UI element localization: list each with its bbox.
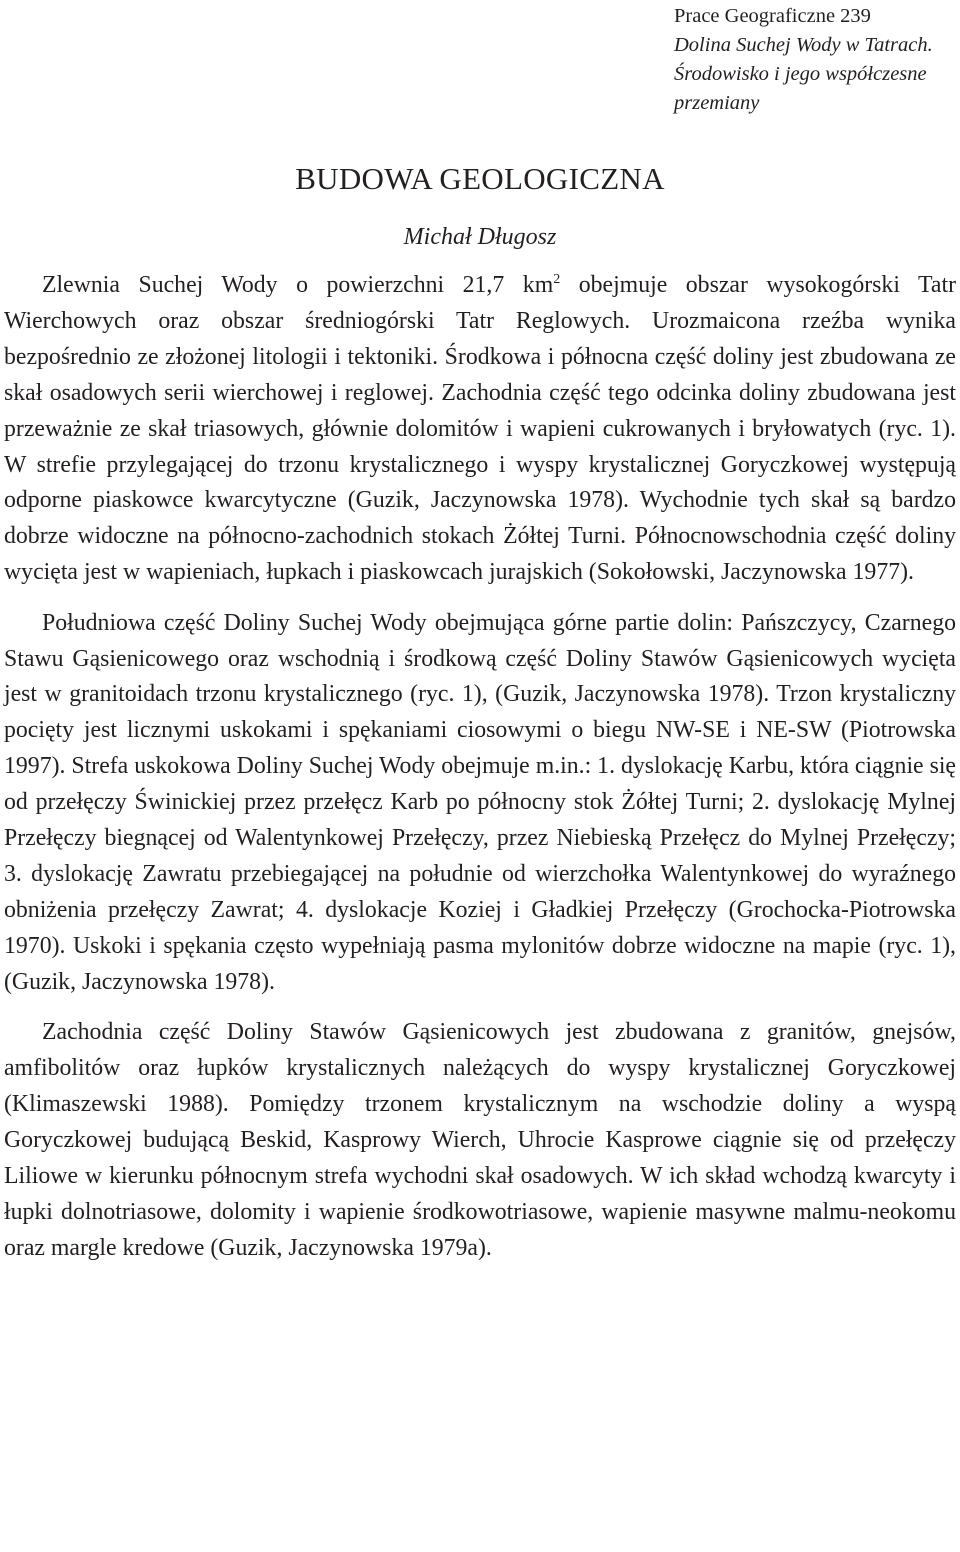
paragraph-1-start: Zlewnia Suchej Wody o powierzchni 21,7 km <box>42 272 554 298</box>
running-header <box>674 2 954 118</box>
section-title: BUDOWA GEOLOGICZNA <box>295 161 665 196</box>
author-name: Michał Długosz <box>403 224 557 250</box>
body-text <box>4 268 956 1266</box>
paragraph-1-rest: obejmuje obszar wysokogórski Tatr Wierchowych oraz obszar średniogórski Tatr Reglowych. Urozmaicona rzeźba wynika bezpośrednio ze złożonej litologii i tektoniki. Środkowa i północna część doliny jest zbudowana ze skał osadowych serii wierchowej i reglowej. Zachodnia część tego odcinka doliny zbudowana jest przeważnie ze skał triasowych, głównie dolomitów i wapieni cukrowanych i bryłowatych (ryc. 1). W strefie przylegającej do trzonu krystalicznego i wyspy krystalicznej Goryczkowej występują odporne piaskowce kwarcytyczne (Guzik, Jaczynowska 1978). Wychodnie tych skał są bardzo dobrze widoczne na północno-zachodnich stokach Żółtej Turni. Północnowschodnia część doliny wycięta jest w wapieniach, łupkach i piaskowcach jurajskich (Sokołowski, Jaczynowska 1977). <box>4 272 956 586</box>
journal-name: Prace Geograficzne 239 <box>674 5 871 27</box>
superscript-2: 2 <box>553 272 561 287</box>
paragraph-3: Zachodnia część Doliny Stawów Gąsienicowych jest zbudowana z granitów, gnejsów, amfibolitów oraz łupków krystalicznych należących do wyspy krystalicznej Goryczkowej (Klimaszewski 1988). Pomiędzy trzonem krystalicznym na wschodzie doliny a wyspą Goryczkowej budującą Beskid, Kasprowy Wierch, Uhrocie Kasprowe ciągnie się od przełęczy Liliowe w kierunku północnym strefa wychodni skał osadowych. W ich skład wchodzą kwarcyty i łupki dolnotriasowe, dolomity i wapienie środkowotriasowe, wapienie masywne malmu-neokomu oraz margle kredowe (Guzik, Jaczynowska 1979a). <box>4 1019 956 1261</box>
paragraph-2: Południowa część Doliny Suchej Wody obejmująca górne partie dolin: Pańszczycy, Czarnego Stawu Gąsienicowego oraz wschodnią i środkową część Doliny Stawów Gąsienicowych wycięta jest w granitoidach trzonu krystalicznego (ryc. 1), (Guzik, Jaczynowska 1978). Trzon krystaliczny pocięty jest licznymi uskokami i spękaniami ciosowymi o biegu NW-SE i NE-SW (Piotrowska 1997). Strefa uskokowa Doliny Suchej Wody obejmuje m.in.: 1. dyslokację Karbu, która ciągnie się od przełęczy Świnickiej przez przełęcz Karb po północny stok Żółtej Turni; 2. dyslokację Mylnej Przełęczy biegnącej od Walentynkowej Przełęczy, przez Niebieską Przełęcz do Mylnej Przełęczy; 3. dyslokację Zawratu przebiegającej na południe od wierzchołka Walentynkowej do wyraźnego obniżenia przełęczy Zawrat; 4. dyslokacje Koziej i Gładkiej Przełęczy (Grochocka-Piotrowska 1970). Uskoki i spękania często wypełniają pasma mylonitów dobrze widoczne na mapie (ryc. 1), (Guzik, Jaczynowska 1978). <box>4 609 956 995</box>
volume-subtitle: Dolina Suchej Wody w Tatrach. Środowisko i jego współczesne przemiany <box>674 34 933 114</box>
paragraph-1 <box>4 268 956 591</box>
